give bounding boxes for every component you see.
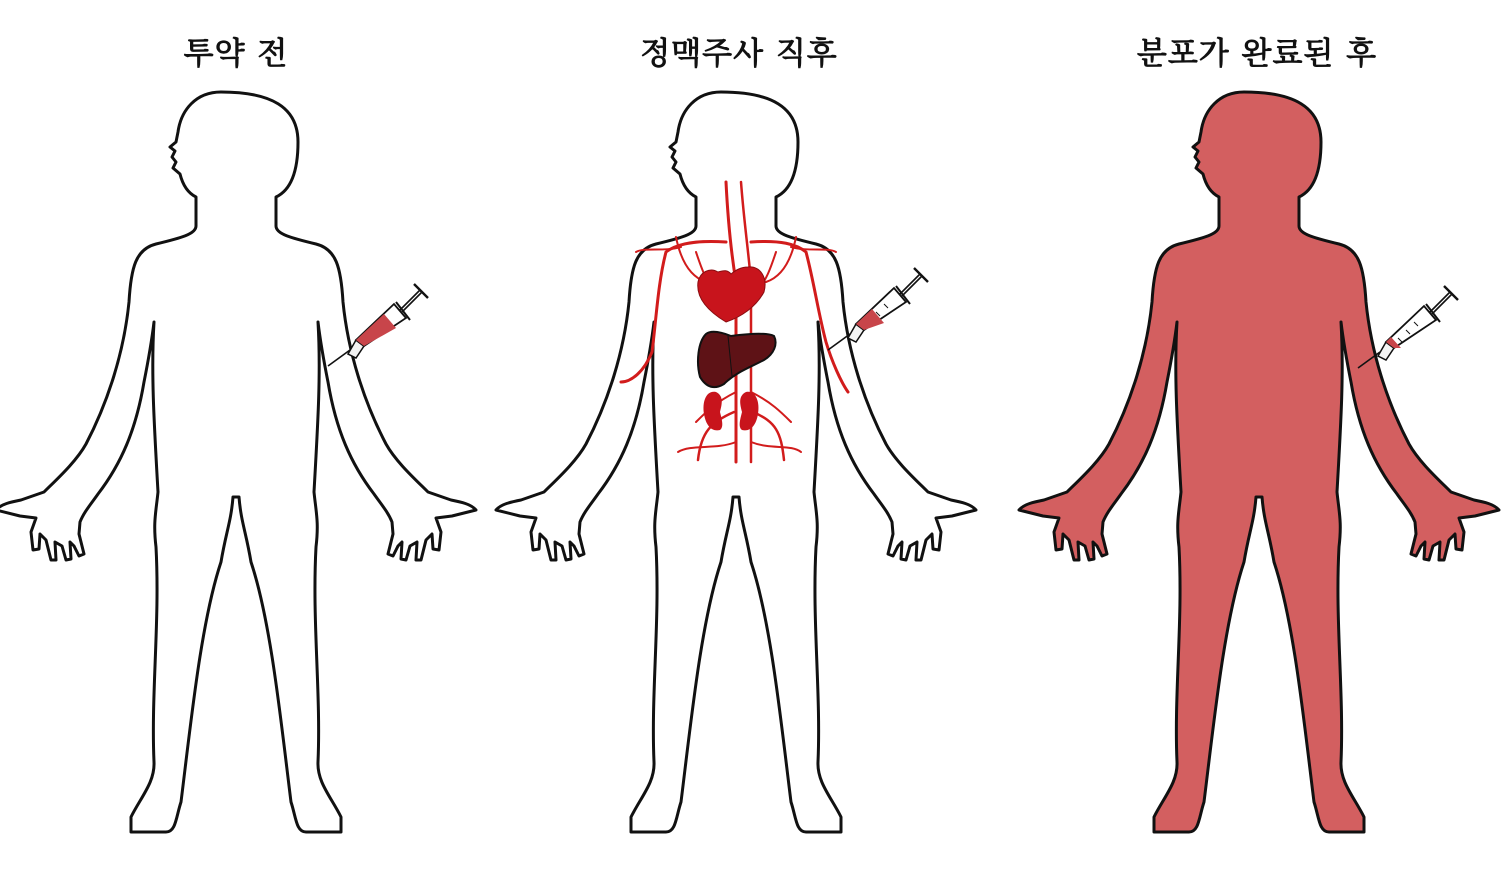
figure-after-injection [496,92,976,832]
figure-before [0,92,476,832]
panel-title-distributed: 분포가 완료된 후 [1136,36,1378,72]
figure-distributed [1019,92,1499,832]
body-outline [0,92,476,832]
panel-title-before: 투약 전 [183,36,289,72]
panel-title-after-injection: 정맥주사 직후 [640,36,838,72]
body-filled [1019,92,1499,832]
